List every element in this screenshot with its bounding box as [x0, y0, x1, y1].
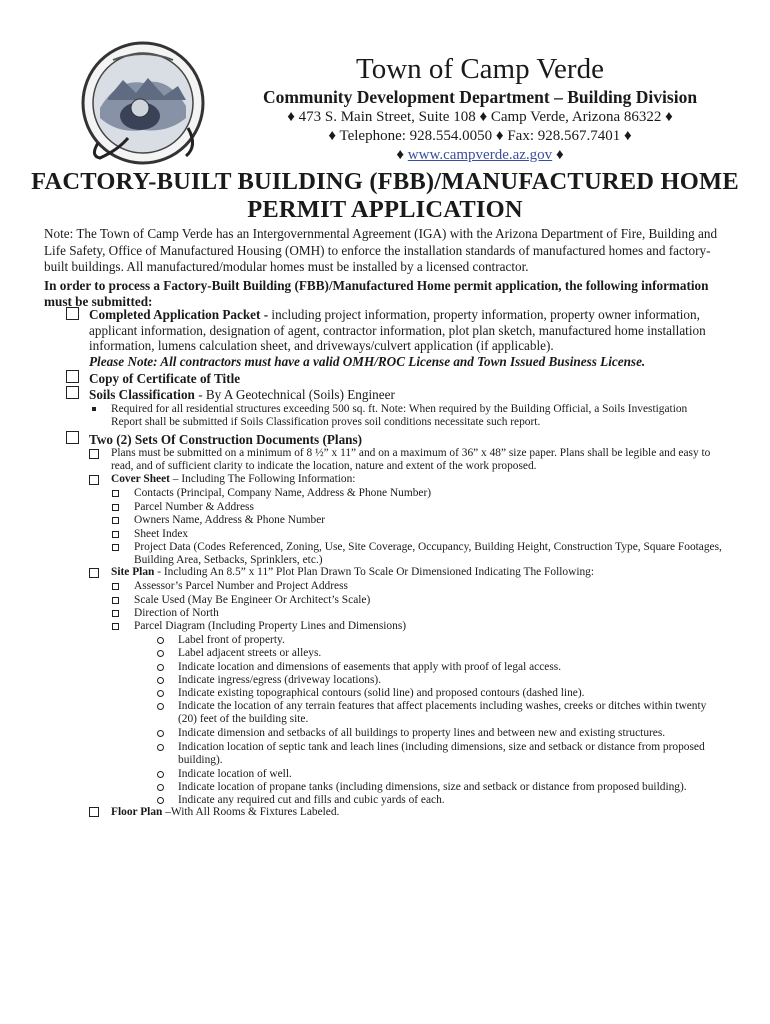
site-item: Direction of North: [134, 607, 219, 619]
circle-bullet-icon: [157, 664, 164, 671]
circle-bullet-icon: [157, 771, 164, 778]
checkbox-construction-plans[interactable]: [66, 431, 79, 444]
parcel-item: Indicate ingress/egress (driveway locations).: [178, 674, 382, 686]
item-application-packet: [89, 307, 729, 354]
soils-title: Soils Classification: [89, 387, 195, 402]
letterhead: [230, 52, 730, 165]
parcel-item: Indicate location and dimensions of easements that apply with proof of legal access.: [178, 661, 562, 673]
checkbox-cover-item[interactable]: [112, 490, 119, 497]
address-line: ♦ 473 S. Main Street, Suite 108 ♦ Camp Verde, Arizona 86322 ♦: [287, 109, 673, 125]
checkbox-cover-item[interactable]: [112, 531, 119, 538]
parcel-item: Indication location of septic tank and leach lines (including dimensions, size and setback or distance from proposed building).: [178, 741, 705, 767]
checkbox-floor-plan[interactable]: [89, 807, 99, 817]
checkbox-cover-sheet[interactable]: [89, 475, 99, 485]
parcel-item: Label adjacent streets or alleys.: [178, 647, 322, 659]
parcel-item: Indicate any required cut and fills and cubic yards of each.: [178, 794, 445, 806]
item-soils: [89, 387, 395, 403]
cover-item: Sheet Index: [134, 528, 189, 540]
title-line-1: FACTORY-BUILT BUILDING (FBB)/MANUFACTURED HOME: [31, 168, 739, 195]
cover-item: Contacts (Principal, Company Name, Address & Phone Number): [134, 487, 432, 499]
item-construction-plans: Two (2) Sets Of Construction Documents (Plans): [89, 432, 363, 447]
circle-bullet-icon: [157, 637, 164, 644]
checkbox-title-copy[interactable]: [66, 370, 79, 383]
town-seal-logo: [78, 38, 208, 168]
site-text: - Including An 8.5” x 11” Plot Plan Drawn To Scale Or Dimensioned Indicating The Following:: [154, 566, 595, 578]
checkbox-site-item[interactable]: [112, 583, 119, 590]
circle-bullet-icon: [157, 650, 164, 657]
requirements-lead: In order to process a Factory-Built Building (FBB)/Manufactured Home permit application, the following information must be submitted:: [44, 278, 709, 309]
item-site-plan: [111, 566, 594, 579]
checkbox-cover-item[interactable]: [112, 517, 119, 524]
circle-bullet-icon: [157, 703, 164, 710]
floor-text: –With All Rooms & Fixtures Labeled.: [162, 806, 340, 818]
item-cover-sheet: [111, 473, 355, 486]
circle-bullet-icon: [157, 797, 164, 804]
parcel-item: Label front of property.: [178, 634, 285, 646]
packet-text: including project information, property information, property owner information, applicant information, designation of agent, contractor information, plot plan sketch, manufactured home installation information, lumens calculation sheet, and driveways/culvert application (if applicable).: [89, 307, 706, 353]
website-link[interactable]: www.campverde.az.gov: [407, 147, 553, 163]
circle-bullet-icon: [157, 730, 164, 737]
checkbox-site-item[interactable]: [112, 610, 119, 617]
site-item: Parcel Diagram (Including Property Lines and Dimensions): [134, 620, 407, 632]
soils-requirement: Required for all residential structures exceeding 500 sq. ft. Note: When required by the Building Official, a Soils Investigation Report shall be submitted if Soils Classification proves soil conditions necessitate such report.: [111, 403, 688, 429]
checkbox-site-item[interactable]: [112, 597, 119, 604]
circle-bullet-icon: [157, 744, 164, 751]
document-title: [30, 168, 740, 224]
packet-note: Please Note: All contractors must have a valid OMH/ROC License and Town Issued Business License.: [89, 354, 646, 369]
town-name: Town of Camp Verde: [356, 53, 604, 85]
checkbox-site-item[interactable]: [112, 623, 119, 630]
floor-title: Floor Plan: [111, 806, 163, 818]
phone-line: ♦ Telephone: 928.554.0050 ♦ Fax: 928.567.7401 ♦: [328, 128, 632, 144]
parcel-item: Indicate the location of any terrain features that affect placements including washes, creeks or ditches within twenty (20) feet of the building site.: [178, 700, 707, 726]
parcel-item: Indicate location of propane tanks (including dimensions, size and setback or distance from proposed building).: [178, 781, 687, 793]
checkbox-cover-item[interactable]: [112, 544, 119, 551]
site-item: Assessor’s Parcel Number and Project Address: [134, 580, 348, 592]
circle-bullet-icon: [157, 784, 164, 791]
website-suffix: ♦: [552, 147, 564, 163]
department-name: Community Development Department – Building Division: [262, 87, 698, 107]
packet-title: Completed Application Packet -: [89, 307, 272, 322]
checkbox-cover-item[interactable]: [112, 504, 119, 511]
item-title-copy: Copy of Certificate of Title: [89, 371, 241, 386]
checkbox-application-packet[interactable]: [66, 307, 79, 320]
cover-item: Owners Name, Address & Phone Number: [134, 514, 326, 526]
website-prefix: ♦: [396, 147, 408, 163]
cover-item: Parcel Number & Address: [134, 501, 254, 513]
circle-bullet-icon: [157, 690, 164, 697]
bullet-icon: [92, 407, 96, 411]
title-line-2: PERMIT APPLICATION: [247, 196, 523, 223]
website-line: [230, 146, 730, 165]
cover-item: Project Data (Codes Referenced, Zoning, Use, Site Coverage, Occupancy, Building Height, Construction Type, Square Footages, Building Area, Setbacks, Sprinklers, etc.): [134, 541, 722, 567]
parcel-item: Indicate dimension and setbacks of all buildings to property lines and between new and existing structures.: [178, 727, 666, 739]
site-title: Site Plan: [111, 566, 155, 578]
parcel-item: Indicate location of well.: [178, 768, 292, 780]
plans-size-requirement: Plans must be submitted on a minimum of 8 ½” x 11” and on a maximum of 36” x 48” size paper. Plans shall be legible and easy to read, and of sufficient clarity to indicate the location, nature and extent of the work proposed.: [111, 447, 711, 473]
checkbox-plans-size[interactable]: [89, 449, 99, 459]
item-floor-plan: [111, 806, 339, 819]
cover-title: Cover Sheet: [111, 473, 170, 485]
cover-text: – Including The Following Information:: [169, 473, 356, 485]
checkbox-soils[interactable]: [66, 386, 79, 399]
checkbox-site-plan[interactable]: [89, 568, 99, 578]
parcel-item: Indicate existing topographical contours (solid line) and proposed contours (dashed line).: [178, 687, 585, 699]
iga-note: Note: The Town of Camp Verde has an Intergovernmental Agreement (IGA) with the Arizona Department of Fire, Building and Life Safety, Office of Manufactured Housing (OMH) to enforce the installation standards of manufactured homes and factory-built buildings. All manufactured/modular homes must be installed by a licensed contractor.: [44, 226, 718, 274]
circle-bullet-icon: [157, 677, 164, 684]
soils-text: - By A Geotechnical (Soils) Engineer: [194, 387, 395, 402]
site-item: Scale Used (May Be Engineer Or Architect’s Scale): [134, 594, 371, 606]
